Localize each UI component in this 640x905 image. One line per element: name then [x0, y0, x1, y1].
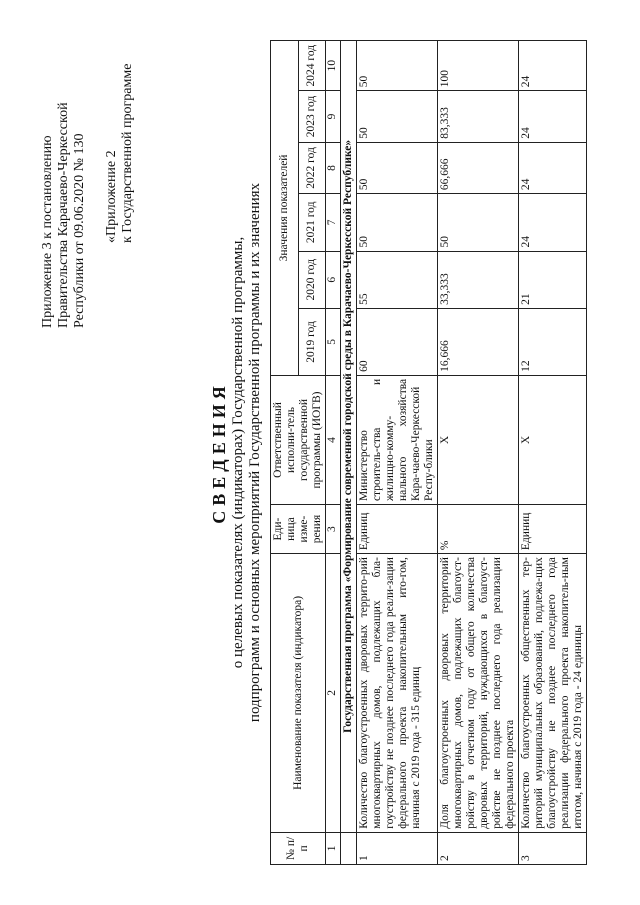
column-number: 3	[326, 505, 341, 554]
row-unit: Единиц	[519, 505, 587, 554]
section-title: Государственная программа «Формирование современной городской среды в Карачаево-Черкесской Республике»	[341, 41, 357, 833]
section-row	[341, 41, 357, 865]
column-number: 8	[326, 142, 341, 193]
column-number: 5	[326, 308, 341, 375]
column-number: 9	[326, 91, 341, 142]
column-number: 10	[326, 41, 341, 91]
row-value: 100	[438, 41, 519, 91]
appendix-header	[104, 64, 136, 243]
row-value: 24	[519, 142, 587, 193]
resolution-header	[40, 102, 88, 328]
row-value: 12	[519, 308, 587, 375]
header-year: 2019 год	[298, 308, 326, 375]
document-title	[208, 40, 264, 865]
column-numbers-row	[326, 41, 341, 865]
header-unit: Еди-ница изме-рения	[271, 505, 326, 554]
row-responsible: Х	[438, 375, 519, 504]
row-value: 21	[519, 251, 587, 308]
row-value: 50	[357, 91, 438, 142]
column-number: 2	[326, 554, 341, 833]
row-value: 50	[357, 194, 438, 251]
header-values: Значения показателей	[271, 41, 299, 376]
row-num: 1	[357, 832, 438, 864]
title-line-2: подпрограмм и основных мероприятий Государственной программы и их значениях	[247, 182, 263, 723]
row-num: 2	[438, 832, 519, 864]
row-value: 33,333	[438, 251, 519, 308]
row-value: 24	[519, 194, 587, 251]
row-name: Количество благоустроенных общественных тер-риторий муниципальных образований, подлежа-щих благоустройству не позднее последнего года реализации федерального проекта накопитель-ным итогом, начиная с 2019 года - 24 единицы	[519, 554, 587, 833]
header-year: 2022 год	[298, 142, 326, 193]
row-value: 24	[519, 91, 587, 142]
row-value: 50	[357, 142, 438, 193]
rotated-content	[40, 40, 640, 865]
header-responsible: Ответственный исполни-тель государственной программы (ИОГВ)	[271, 375, 326, 504]
column-number: 4	[326, 375, 341, 504]
table-header-row	[271, 41, 299, 865]
header-name: Наименование показателя (индикатора)	[271, 554, 326, 833]
header-line: Приложение 3 к постановлению	[40, 135, 55, 328]
row-value: 60	[357, 308, 438, 375]
row-value: 55	[357, 251, 438, 308]
header-year: 2023 год	[298, 91, 326, 142]
row-name: Доля благоустроенных дворовых территорий многоквартирных домов, подлежащих благоуст-ройству в отчетном году от общего количества дворовых территорий, нуждающихся в благоуст-ройстве не позднее последнего года реализации федерального проекта	[438, 554, 519, 833]
appendix-line: «Приложение 2	[104, 150, 119, 243]
header-year: 2024 год	[298, 41, 326, 91]
row-num: 3	[519, 832, 587, 864]
column-number: 6	[326, 251, 341, 308]
row-responsible: Министерство строитель-ства и жилищно-комму-нального хозяйства Кара-чаево-Черкесской Респу-блики	[357, 375, 438, 504]
table-row	[357, 41, 438, 865]
row-value: 66,666	[438, 142, 519, 193]
row-value: 83,333	[438, 91, 519, 142]
column-number: 1	[326, 832, 341, 864]
table-row	[438, 41, 519, 865]
header-line: Республики от 09.06.2020 № 130	[72, 133, 87, 328]
header-line: Правительства Карачаево-Черкесской	[56, 102, 71, 328]
indicators-table	[270, 40, 587, 865]
header-num: № п/п	[271, 832, 326, 864]
header-year: 2021 год	[298, 194, 326, 251]
row-value: 50	[357, 41, 438, 91]
title-line-1: о целевых показателях (индикаторах) Государственной программы,	[230, 236, 246, 669]
row-value: 24	[519, 41, 587, 91]
row-name: Количество благоустроенных дворовых террито-рий многоквартирных домов, подлежащих бла-гоустройству не позднее последнего года реали-зации федерального проекта накопительным ито-гом, начиная с 2019 года - 315 единиц	[357, 554, 438, 833]
table-row	[519, 41, 587, 865]
appendix-line: к Государственной программе	[120, 63, 135, 243]
column-number: 7	[326, 194, 341, 251]
title-main: СВЕДЕНИЯ	[209, 381, 229, 524]
header-year: 2020 год	[298, 251, 326, 308]
row-unit: %	[438, 505, 519, 554]
row-responsible: Х	[519, 375, 587, 504]
row-unit: Единиц	[357, 505, 438, 554]
row-value: 16,666	[438, 308, 519, 375]
row-value: 50	[438, 194, 519, 251]
